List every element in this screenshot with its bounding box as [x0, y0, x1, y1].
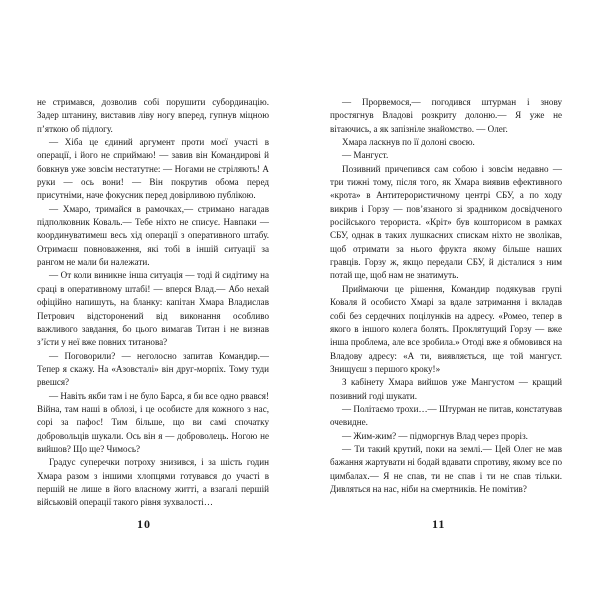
paragraph: Приймаючи це рішення, Командир подякував групі Коваля й особисто Хмарі за вдале затримання і вкладав собі без сердечних поцілунків на адресу. «Ромео, тепер в якого в іншого колега болять. Проклятущий Горзу — вже інша проблема, але все зробила.» Отоді вже я обмовився на Владову адресу: «А ти, виявляється, ще той мангуст. Знищуєш з першого кроку!» — [330, 283, 562, 374]
paragraph: — Навіть якби там і не було Барса, я би все одно рвався! Війна, там наші в облозі, і це особисте для кожного з нас, сорі за пафос! Тим більше, що ви самі спочатку добровольців шукали. Ось він я — доброволець. Ногою не вийшов? Що ще? Чимось? — [37, 390, 269, 454]
paragraph: Хмара ласкнув по її долоні своєю. — [342, 137, 475, 148]
page-number-right: 11 — [432, 517, 446, 531]
paragraph: — Хмаро, тримайся в рамочках,— стримано нагадав підполковник Коваль.— Тебе ніхто не списує. Навпаки — координуватимеш весь хід операції з оперативного штабу. Отримаєш повноваження, які тобі в іншій ситуації за рангом не мали би належати. — [37, 203, 269, 268]
paragraph: — Мангуст. — [342, 150, 389, 161]
paragraph: — Політаємо трохи…— Штурман не питав, констатував очевидне. — [330, 403, 562, 428]
paragraph: — Прорвемося,— погодився штурман і знову простягнув Владові розкриту долоню.— Я уже не вітаючись, а як запізніле знайомство. — Олег. — [330, 97, 562, 134]
paragraph: Градус суперечки потроху знизився, і за шість годин Хмара разом з іншими хлопцями готувався до участі в першій не лише в його власному житті, а взагалі першій військовій операції такого рівня зухвалості… — [37, 457, 269, 508]
paragraph: З кабінету Хмара вийшов уже Мангустом — кращий позивний годі шукати. — [330, 377, 562, 401]
page-number-left: 10 — [137, 517, 151, 531]
left-page-text — [37, 96, 269, 510]
paragraph: — Ти такий крутий, поки на землі.— Цей Олег не мав бажання жартувати ні бодай вдавати спротиву, якому все по цимбалах.— Я не спав, ти не спав і ти не спав тільки. Дивляться на нас, ніби на смертників. Не помітив? — [330, 443, 562, 494]
paragraph: — Жим-жим? — підморгнув Влад через проріз. — [342, 430, 528, 441]
paragraph: Позивний причепився сам собою і зовсім недавно — три тижні тому, після того, як Хмара виявив ефективного «крота» в Антитерористичному центрі СБУ, а по ходу викрив і Горзу — пов’язаного зі зрадником досвідченого російського терориста. «Кріт» був кошторисом в рамках СБУ, однак в таких лушкасних спискам ніхто не зволікав, щоб отримати за нього фрукта якому більше наших гравців. Горзу ж, якщо передали СБУ, й дісталися з ним потай ще, щоб нам не знатимуть. — [330, 163, 562, 281]
paragraph: — Поговорили? — неголосно запитав Командир.— Тепер я скажу. На «Азовсталі» він друг-морпіх. Тому туди рвешся? — [37, 350, 269, 388]
paragraph: — От коли виникне інша ситуація — тоді й сидітиму на сраці в оперативному штабі! — вперся Влад.— Або нехай офіційно напишуть, на бланку: капітан Хмара Владислав Петрович відсторонений від виконання особливо важливого завдання, бо цього вимагав Титан і не визнав з’їсти у неї вже повних титанова? — [37, 270, 269, 348]
paragraph: — Хіба це єдиний аргумент проти моєї участі в операції, і його не сприймаю! — завив він Командирові й бовкнув уже зовсім нестатутне: — Ногами не стріляють! А руки — ось вони! — Він покрутив обома перед присутніми, наче фокусник перед довірливою публікою. — [37, 137, 269, 201]
right-page-text — [330, 96, 562, 496]
paragraph: не стримався, дозволив собі порушити субординацію. Задер штанину, виставив ліву ногу вперед, гупнув міцною п’яткою об підлогу. — [37, 97, 269, 134]
